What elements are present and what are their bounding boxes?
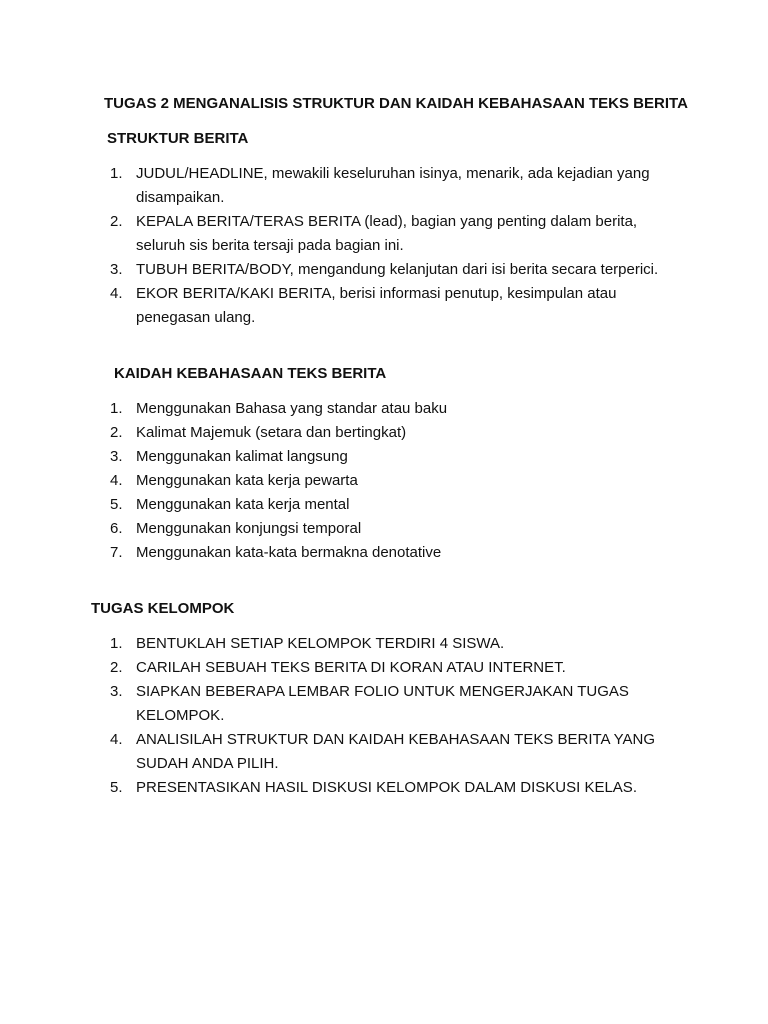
list-item-number: 6. — [110, 520, 123, 537]
list-item-number: 3. — [110, 683, 123, 700]
list-item — [110, 282, 690, 330]
list-item — [110, 776, 690, 800]
list-item-text: ANALISILAH STRUKTUR DAN KAIDAH KEBAHASAAN TEKS BERITA YANG SUDAH ANDA PILIH. — [136, 731, 656, 772]
list-item-text: EKOR BERITA/KAKI BERITA, berisi informasi penutup, kesimpulan atau penegasan ulang. — [136, 285, 617, 326]
list-item-text: BENTUKLAH SETIAP KELOMPOK TERDIRI 4 SISWA. — [136, 635, 505, 652]
list-item-text: KEPALA BERITA/TERAS BERITA (lead), bagian yang penting dalam berita, seluruh sis berita tersaji pada bagian ini. — [136, 213, 638, 254]
list-item-number: 4. — [110, 472, 123, 489]
list-item — [110, 445, 690, 469]
list-item-text: CARILAH SEBUAH TEKS BERITA DI KORAN ATAU INTERNET. — [136, 659, 566, 676]
list-item-number: 3. — [110, 448, 123, 465]
tugas-kelompok-list — [110, 632, 690, 800]
list-item-number: 2. — [110, 659, 123, 676]
list-item-text: TUBUH BERITA/BODY, mengandung kelanjutan dari isi berita secara terperici. — [136, 261, 659, 278]
struktur-berita-list — [110, 162, 690, 330]
list-item-number: 4. — [110, 285, 123, 302]
list-item-text: Menggunakan kata kerja pewarta — [136, 472, 358, 489]
list-item-text: Menggunakan konjungsi temporal — [136, 520, 362, 537]
list-item-number: 3. — [110, 261, 123, 278]
list-item-text: JUDUL/HEADLINE, mewakili keseluruhan isinya, menarik, ada kejadian yang disampaikan. — [136, 165, 650, 206]
kaidah-kebahasaan-list — [110, 397, 690, 565]
list-item-number: 1. — [110, 635, 123, 652]
list-item-text: Menggunakan kata kerja mental — [136, 496, 350, 513]
list-item-number: 5. — [110, 779, 123, 796]
list-item-number: 1. — [110, 165, 123, 182]
list-item-number: 2. — [110, 213, 123, 230]
list-item-text: Kalimat Majemuk (setara dan bertingkat) — [136, 424, 407, 441]
list-item — [110, 469, 690, 493]
section-heading-tugas-kelompok: TUGAS KELOMPOK — [91, 600, 235, 617]
list-item-number: 5. — [110, 496, 123, 513]
list-item-text: SIAPKAN BEBERAPA LEMBAR FOLIO UNTUK MENGERJAKAN TUGAS KELOMPOK. — [136, 683, 629, 724]
list-item-number: 2. — [110, 424, 123, 441]
list-item-text: Menggunakan kalimat langsung — [136, 448, 348, 465]
list-item — [110, 541, 690, 565]
list-item — [110, 421, 690, 445]
list-item — [110, 517, 690, 541]
list-item-text: Menggunakan Bahasa yang standar atau baku — [136, 400, 448, 417]
list-item — [110, 493, 690, 517]
list-item — [110, 210, 690, 258]
list-item — [110, 397, 690, 421]
document-title: TUGAS 2 MENGANALISIS STRUKTUR DAN KAIDAH KEBAHASAAN TEKS BERITA — [104, 95, 688, 112]
list-item — [110, 728, 690, 776]
list-item — [110, 162, 690, 210]
section-heading-kaidah-kebahasaan: KAIDAH KEBAHASAAN TEKS BERITA — [114, 365, 387, 382]
list-item — [110, 656, 690, 680]
list-item — [110, 680, 690, 728]
section-heading-struktur-berita: STRUKTUR BERITA — [107, 130, 249, 147]
list-item — [110, 632, 690, 656]
list-item-text: Menggunakan kata-kata bermakna denotative — [136, 544, 442, 561]
list-item-text: PRESENTASIKAN HASIL DISKUSI KELOMPOK DALAM DISKUSI KELAS. — [136, 779, 637, 796]
list-item-number: 7. — [110, 544, 123, 561]
list-item — [110, 258, 690, 282]
list-item-number: 1. — [110, 400, 123, 417]
list-item-number: 4. — [110, 731, 123, 748]
